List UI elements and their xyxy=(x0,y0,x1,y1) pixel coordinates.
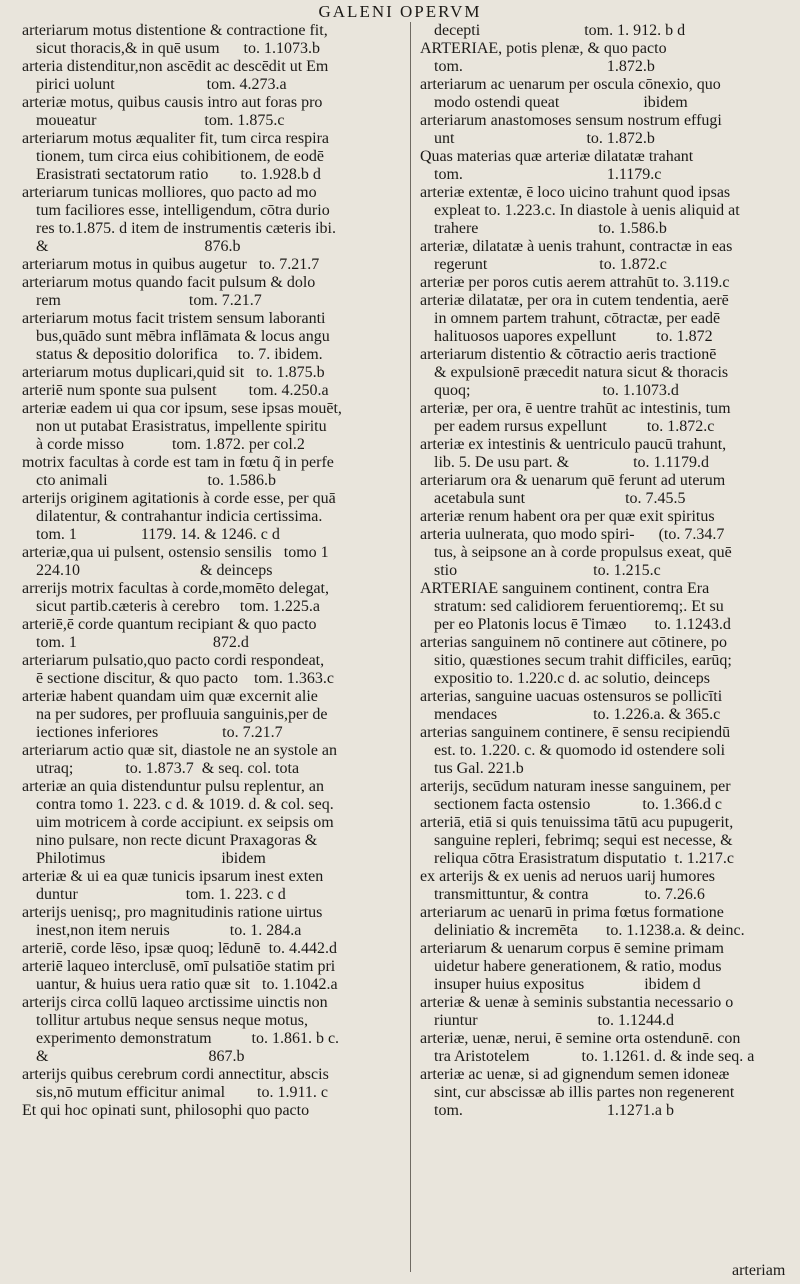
index-line: sis,nō mutum efficitur animal to. 1.911. c xyxy=(36,1084,328,1101)
index-line: arteriæ & uenæ à seminis substantia necessario o xyxy=(420,994,734,1011)
column-divider xyxy=(410,22,411,1272)
index-line: arteriæ, per ora, ē uentre trahūt ac intestinis, tum xyxy=(420,400,731,417)
index-line: ARTERIAE, potis plenæ, & quo pacto xyxy=(420,40,667,57)
index-line: arteriē num sponte sua pulsent tom. 4.250.a xyxy=(22,382,329,399)
index-line: à corde misso tom. 1.872. per col.2 xyxy=(36,436,305,453)
index-line: arterias sanguinem nō continere aut cōtinere, po xyxy=(420,634,727,651)
index-line: na per sudores, per profluuia sanguinis,per de xyxy=(36,706,328,723)
index-line: expleat to. 1.223.c. In diastole à uenis aliquid at xyxy=(434,202,740,219)
index-line: uantur, & huius uera ratio quæ sit to. 1.1042.a xyxy=(36,976,338,993)
index-line: contra tomo 1. 223. c d. & 1019. d. & col. seq. xyxy=(36,796,334,813)
index-line: ex arterijs & ex uenis ad neruos uarij humores xyxy=(420,868,716,885)
index-line: arteriæ per poros cutis aerem attrahūt to. 3.119.c xyxy=(420,274,730,291)
index-line: arteriæ, uenæ, nerui, ē semine orta ostendunē. con xyxy=(420,1030,741,1047)
index-line: bus,quādo sunt mēbra inflāmata & locus angu xyxy=(36,328,330,345)
index-line: & 876.b xyxy=(36,238,241,255)
index-line: arteriē, corde lēso, ipsæ quoq; lēdunē to. 4.442.d xyxy=(22,940,338,957)
index-line: arteriarum & uenarum corpus ē semine primam xyxy=(420,940,724,957)
index-line: sitio, quæstiones secum trahit difficiles, earūq; xyxy=(434,652,732,669)
index-line: pirici uolunt tom. 4.273.a xyxy=(36,76,287,93)
index-line: arteriarum motus distentione & contractione fit, xyxy=(22,22,328,39)
index-line: arterijs circa collū laqueo arctissime uinctis non xyxy=(22,994,328,1011)
index-line: status & depositio dolorifica to. 7. ibidem. xyxy=(36,346,323,363)
index-line: arteriarum motus facit tristem sensum laboranti xyxy=(22,310,326,327)
index-line: arterijs, secūdum naturam inesse sanguinem, per xyxy=(420,778,731,795)
left-column xyxy=(22,22,407,1120)
index-line: ē sectione discitur, & quo pacto tom. 1.363.c xyxy=(36,670,334,687)
index-line: duntur tom. 1. 223. c d xyxy=(36,886,286,903)
index-line: arterijs quibus cerebrum cordi annectitur, abscis xyxy=(22,1066,329,1083)
index-line: trahere to. 1.586.b xyxy=(434,220,667,237)
index-line: & 867.b xyxy=(36,1048,245,1065)
index-line: decepti tom. 1. 912. b d xyxy=(434,22,686,39)
index-line: arterias, sanguine uacuas ostensuros se pollicīti xyxy=(420,688,723,705)
index-line: Philotimus ibidem xyxy=(36,850,266,867)
index-line: iectiones inferiores to. 7.21.7 xyxy=(36,724,283,741)
index-line: arteria uulnerata, quo modo spiri- (to. 7.34.7 xyxy=(420,526,725,543)
index-line: Et qui hoc opinati sunt, philosophi quo pacto xyxy=(22,1102,310,1119)
index-line: arterias sanguinem continere, ē sensu recipiendū xyxy=(420,724,731,741)
index-line: arteriæ ex intestinis & uentriculo paucū trahunt, xyxy=(420,436,727,453)
index-line: stio to. 1.215.c xyxy=(434,562,661,579)
index-line: arteriæ renum habent ora per quæ exit spiritus xyxy=(420,508,715,525)
index-line: arteriarum actio quæ sit, diastole ne an systole an xyxy=(22,742,338,759)
index-line: sint, cur abscissæ ab illis partes non regenerent xyxy=(434,1084,735,1101)
index-line: tom. 1 1179. 14. & 1246. c d xyxy=(36,526,280,543)
index-line: dilatentur, & contrahantur indicia certissima. xyxy=(36,508,323,525)
index-line: arteriarum motus in quibus augetur to. 7.21.7 xyxy=(22,256,320,273)
right-column xyxy=(420,22,798,1120)
index-line: arteriē,ē corde quantum recipiant & quo pacto xyxy=(22,616,317,633)
index-line: motrix facultas à corde est tam in fœtu q̃ in perfe xyxy=(22,454,334,471)
index-line: res to.1.875. d item de instrumentis cæteris ibi. xyxy=(36,220,336,237)
index-line: arrerijs motrix facultas à corde,momēto delegat, xyxy=(22,580,329,597)
index-line: arteriē laqueo interclusē, omī pulsatiōe statim pri xyxy=(22,958,336,975)
index-line: arteriæ,qua ui pulsent, ostensio sensilis tomo 1 xyxy=(22,544,329,561)
index-line: tionem, tum circa eius cohibitionem, de eodē xyxy=(36,148,324,165)
index-line: arteriæ extentæ, ē loco uicino trahunt quod ipsas xyxy=(420,184,731,201)
index-line: expositio to. 1.220.c d. ac solutio, deinceps xyxy=(434,670,710,687)
index-line: tollitur artubus neque sensus neque motus, xyxy=(36,1012,308,1029)
index-line: deliniatio & incremēta to. 1.1238.a. & deinc. xyxy=(434,922,745,939)
index-line: transmittuntur, & contra to. 7.26.6 xyxy=(434,886,705,903)
index-line: & expulsionē præcedit natura sicut & thoracis xyxy=(434,364,729,381)
index-line: arteriæ & ui ea quæ tunicis ipsarum inest exten xyxy=(22,868,324,885)
index-line: arterijs originem agitationis à corde esse, per quā xyxy=(22,490,336,507)
index-line: per eo Platonis locus ē Timæo to. 1.1243.d xyxy=(434,616,731,633)
index-line: arteriarum motus æqualiter fit, tum circa respira xyxy=(22,130,329,147)
index-line: tom. 1.872.b xyxy=(434,58,655,75)
index-line: arteriarum distentio & cōtractio aeris tractionē xyxy=(420,346,717,363)
index-line: riuntur to. 1.1244.d xyxy=(434,1012,674,1029)
index-line: tus Gal. 221.b xyxy=(434,760,524,777)
index-line: per eadem rursus expellunt to. 1.872.c xyxy=(434,418,715,435)
index-line: tra Aristotelem to. 1.1261. d. & inde seq. a xyxy=(434,1048,755,1065)
index-line: arteriarum anastomoses sensum nostrum effugi xyxy=(420,112,722,129)
index-line: mendaces to. 1.226.a. & 365.c xyxy=(434,706,721,723)
index-line: stratum: sed calidiorem feruentioremq;. Et su xyxy=(434,598,724,615)
index-line: modo ostendi queat ibidem xyxy=(434,94,688,111)
index-line: arteriarum ac uenarū in prima fœtus formatione xyxy=(420,904,724,921)
index-line: arteriarum motus duplicari,quid sit to. 1.875.b xyxy=(22,364,325,381)
index-line: tus, à seipsone an à corde propulsus exeat, quē xyxy=(434,544,732,561)
index-line: arteriæ ac uenæ, si ad gignendum semen idoneæ xyxy=(420,1066,730,1083)
index-line: Quas materias quæ arteriæ dilatatæ trahant xyxy=(420,148,694,165)
index-line: tom. 1.1271.a b xyxy=(434,1102,674,1119)
index-line: arteriarum ora & uenarum quē ferunt ad uterum xyxy=(420,472,726,489)
index-line: arteriæ eadem ui qua cor ipsum, sese ipsas mouēt, xyxy=(22,400,342,417)
index-line: arteriæ an quia distenduntur pulsu replentur, an xyxy=(22,778,324,795)
index-line: sicut partib.cæteris à cerebro tom. 1.225.a xyxy=(36,598,320,615)
index-line: unt to. 1.872.b xyxy=(434,130,655,147)
index-line: utraq; to. 1.873.7 & seq. col. tota xyxy=(36,760,300,777)
index-line: tum faciliores esse, intelligendum, cōtra durio xyxy=(36,202,330,219)
index-line: non ut putabat Erasistratus, impellente spiritu xyxy=(36,418,327,435)
index-line: ARTERIAE sanguinem continent, contra Era xyxy=(420,580,710,597)
index-line: moueatur tom. 1.875.c xyxy=(36,112,285,129)
index-line: arterijs uenisq;, pro magnitudinis ratione uirtus xyxy=(22,904,323,921)
index-line: arteriā, etiā si quis tenuissima tātū acu pupugerit, xyxy=(420,814,734,831)
index-line: regerunt to. 1.872.c xyxy=(434,256,667,273)
index-line: sectionem facta ostensio to. 1.366.d c xyxy=(434,796,722,813)
index-line: reliqua cōtra Erasistratum disputatio t. 1.217.c xyxy=(434,850,734,867)
index-line: in omnem partem trahunt, cōtractæ, per eadē xyxy=(434,310,721,327)
index-line: rem tom. 7.21.7 xyxy=(36,292,262,309)
index-line: arteriarum pulsatio,quo pacto cordi respondeat, xyxy=(22,652,325,669)
index-line: arteria distenditur,non ascēdit ac descēdit ut Em xyxy=(22,58,329,75)
index-line: halituosos uapores expellunt to. 1.872 xyxy=(434,328,713,345)
index-line: lib. 5. De usu part. & to. 1.1179.d xyxy=(434,454,709,471)
index-line: experimento demonstratum to. 1.861. b c. xyxy=(36,1030,340,1047)
index-line: sanguine repleri, febrimq; sequi est necesse, & xyxy=(434,832,733,849)
index-line: tom. 1.1179.c xyxy=(434,166,662,183)
index-line: arteriæ, dilatatæ à uenis trahunt, contractæ in eas xyxy=(420,238,733,255)
catchword: arteriam xyxy=(732,1262,786,1279)
index-line: arteriæ habent quandam uim quæ excernit alie xyxy=(22,688,318,705)
index-line: arteriarum ac uenarum per oscula cōnexio, quo xyxy=(420,76,721,93)
index-line: nino pulsare, non recte dicunt Praxagoras & xyxy=(36,832,318,849)
index-line: uidetur habere generationem, & ratio, modus xyxy=(434,958,722,975)
index-line: est. to. 1.220. c. & quomodo id ostendere soli xyxy=(434,742,726,759)
index-line: arteriæ dilatatæ, per ora in cutem tendentia, aerē xyxy=(420,292,729,309)
index-line: acetabula sunt to. 7.45.5 xyxy=(434,490,686,507)
index-line: Erasistrati sectatorum ratio to. 1.928.b d xyxy=(36,166,321,183)
index-line: 224.10 & deinceps xyxy=(36,562,273,579)
index-line: quoq; to. 1.1073.d xyxy=(434,382,679,399)
index-line: arteriæ motus, quibus causis intro aut foras pro xyxy=(22,94,323,111)
running-header: GALENI OPERVM xyxy=(318,2,482,21)
index-line: arteriarum tunicas molliores, quo pacto ad mo xyxy=(22,184,317,201)
index-line: uim motricem à corde accipiunt. ex seipsis om xyxy=(36,814,334,831)
index-line: tom. 1 872.d xyxy=(36,634,249,651)
index-line: cto animali to. 1.586.b xyxy=(36,472,276,489)
index-line: arteriarum motus quando facit pulsum & dolo xyxy=(22,274,316,291)
index-line: inest,non item neruis to. 1. 284.a xyxy=(36,922,302,939)
index-line: sicut thoracis,& in quē usum to. 1.1073.b xyxy=(36,40,320,57)
index-line: insuper huius expositus ibidem d xyxy=(434,976,701,993)
